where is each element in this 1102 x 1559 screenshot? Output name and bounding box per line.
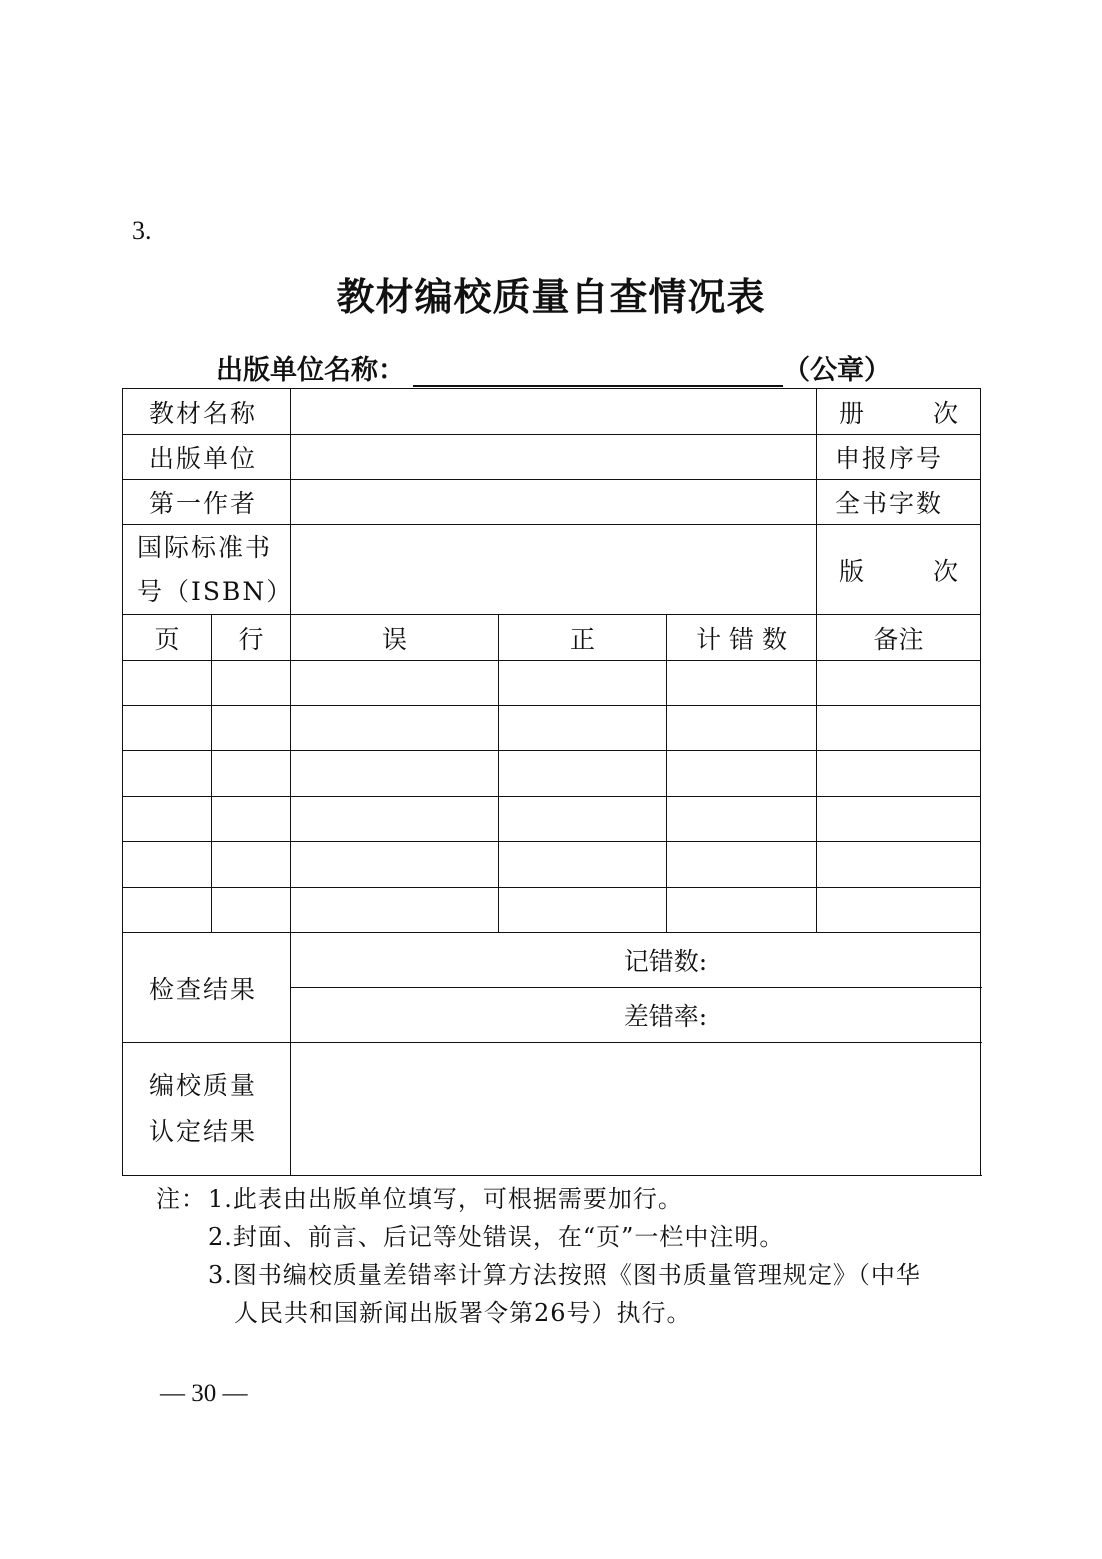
col-header-correct: 正 [499,615,667,661]
volume-label-cell [817,389,981,435]
isbn-label-line2: 号（ISBN） [137,576,294,606]
cell-error[interactable] [291,751,499,797]
cell-error-count[interactable] [667,751,817,797]
cell-line[interactable] [212,888,291,933]
first-author-label: 第一作者 [123,480,291,525]
volume-label-a: 册 [839,398,865,428]
cell-correct[interactable] [499,751,667,797]
cell-correct[interactable] [499,888,667,933]
cell-line[interactable] [212,661,291,706]
col-header-error: 误 [291,615,499,661]
cell-page[interactable] [123,842,212,888]
error-rate-field[interactable]: 差错率: [291,988,981,1043]
first-author-field[interactable] [291,480,817,525]
publisher-name-blank[interactable] [413,355,783,387]
cell-error-count[interactable] [667,661,817,706]
cell-error-count[interactable] [667,797,817,842]
quality-result-label-line2: 认定结果 [149,1117,258,1146]
isbn-field[interactable] [291,525,817,615]
textbook-name-field[interactable] [291,389,817,435]
check-result-label: 检查结果 [123,933,291,1043]
notes [156,1180,921,1332]
application-no-label: 申报序号 [817,435,981,480]
quality-result-label-line1: 编校质量 [149,1071,258,1100]
cell-page[interactable] [123,706,212,751]
cell-error[interactable] [291,888,499,933]
cell-remarks[interactable] [817,797,981,842]
cell-line[interactable] [212,797,291,842]
note-item-3: 3.图书编校质量差错率计算方法按照《图书质量管理规定》（中华 [208,1261,921,1289]
textbook-name-label: 教材名称 [123,389,291,435]
cell-error[interactable] [291,661,499,706]
cell-page[interactable] [123,751,212,797]
cell-error-count[interactable] [667,706,817,751]
cell-error-count[interactable] [667,842,817,888]
publisher-name-line [216,348,891,387]
cell-error[interactable] [291,797,499,842]
note-item-3-continued: 人民共和国新闻出版署令第26号）执行。 [234,1299,692,1327]
publisher-field[interactable] [291,435,817,480]
self-check-form-table [122,388,981,1176]
page-number: — 30 — [160,1380,248,1407]
note-item-1: 1.此表由出版单位填写，可根据需要加行。 [208,1185,683,1213]
col-header-line: 行 [212,615,291,661]
cell-correct[interactable] [499,842,667,888]
section-number: 3. [132,216,152,245]
cell-remarks[interactable] [817,751,981,797]
table-row [123,842,981,888]
col-header-remarks: 备注 [817,615,981,661]
volume-label-b: 次 [933,398,959,428]
cell-line[interactable] [212,842,291,888]
note-item-2: 2.封面、前言、后记等处错误，在“页”一栏中注明。 [208,1223,785,1251]
cell-correct[interactable] [499,797,667,842]
cell-error-count[interactable] [667,888,817,933]
cell-correct[interactable] [499,661,667,706]
cell-remarks[interactable] [817,842,981,888]
quality-result-label [123,1043,291,1176]
table-row [123,706,981,751]
cell-line[interactable] [212,706,291,751]
cell-remarks[interactable] [817,661,981,706]
total-words-label: 全书字数 [817,480,981,525]
cell-error[interactable] [291,842,499,888]
publisher-label: 出版单位 [123,435,291,480]
isbn-label [123,525,294,615]
table-row [123,797,981,842]
cell-page[interactable] [123,661,212,706]
isbn-label-line1: 国际标准书 [137,532,273,562]
edition-label-b: 次 [933,556,959,586]
errors-recorded-field[interactable]: 记错数: [291,933,981,988]
page-title: 教材编校质量自查情况表 [336,275,766,319]
cell-remarks[interactable] [817,888,981,933]
cell-line[interactable] [212,751,291,797]
cell-correct[interactable] [499,706,667,751]
quality-result-field[interactable] [291,1043,981,1176]
cell-page[interactable] [123,888,212,933]
publisher-name-label: 出版单位名称： [216,355,405,386]
seal-label: （公章） [783,355,891,386]
col-header-page: 页 [123,615,212,661]
table-row [123,661,981,706]
table-row [123,751,981,797]
edition-label-a: 版 [839,556,865,586]
table-row [123,888,981,933]
cell-page[interactable] [123,797,212,842]
cell-remarks[interactable] [817,706,981,751]
cell-error[interactable] [291,706,499,751]
edition-label-cell [817,525,981,615]
notes-prefix: 注： [156,1185,206,1213]
col-header-error-count: 计 错 数 [667,615,817,661]
